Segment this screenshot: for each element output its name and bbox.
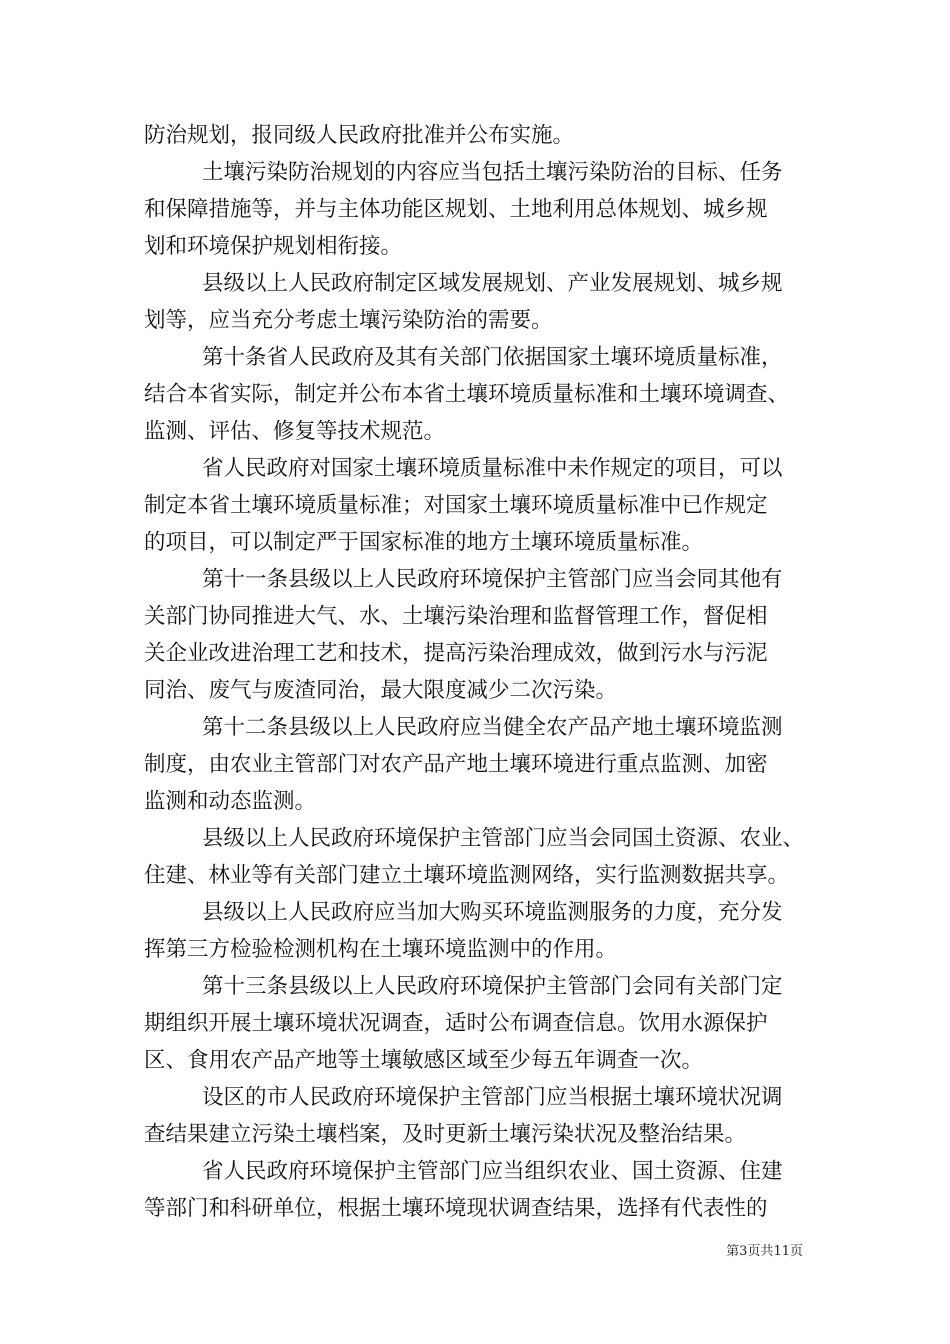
text-line: 监测、评估、修复等技术规范。 [144,419,446,444]
text-line: 结合本省实际，制定并公布本省土壤环境质量标准和土壤环境调查、 [144,382,790,407]
text-line: 防治规划，报同级人民政府批准并公布实施。 [144,123,575,148]
text-line: 的项目，可以制定严于国家标准的地方土壤环境质量标准。 [144,530,704,555]
text-line: 关企业改进治理工艺和技术，提高污染治理成效，做到污水与污泥 [144,641,768,666]
text-line: 县级以上人民政府制定区域发展规划、产业发展规划、城乡规 [202,271,783,296]
text-line: 制定本省土壤环境质量标准；对国家土壤环境质量标准中已作规定 [144,493,768,518]
text-line: 挥第三方检验检测机构在土壤环境监测中的作用。 [144,937,618,962]
text-line: 第十一条县级以上人民政府环境保护主管部门应当会同其他有 [202,567,783,592]
page-footer: 第3页共11页 [726,1244,803,1259]
text-line: 土壤污染防治规划的内容应当包括土壤污染防治的目标、任务 [202,160,783,185]
text-line: 关部门协同推进大气、水、土壤污染治理和监督管理工作，督促相 [144,604,768,629]
text-line: 住建、林业等有关部门建立土壤环境监测网络，实行监测数据共享。 [144,863,790,888]
text-line: 查结果建立污染土壤档案，及时更新土壤污染状况及整治结果。 [144,1122,747,1147]
text-line: 省人民政府对国家土壤环境质量标准中未作规定的项目，可以 [202,456,783,481]
text-line: 设区的市人民政府环境保护主管部门应当根据土壤环境状况调 [202,1085,783,1110]
text-line: 第十条省人民政府及其有关部门依据国家土壤环境质量标准， [202,345,783,370]
text-line: 县级以上人民政府应当加大购买环境监测服务的力度，充分发 [202,900,783,925]
text-line: 第十二条县级以上人民政府应当健全农产品产地土壤环境监测 [202,715,783,740]
text-line: 和保障措施等，并与主体功能区规划、土地利用总体规划、城乡规 [144,197,768,222]
text-line: 省人民政府环境保护主管部门应当组织农业、国土资源、住建 [202,1159,783,1184]
text-line: 县级以上人民政府环境保护主管部门应当会同国土资源、农业、 [202,826,805,851]
text-line: 划和环境保护规划相衔接。 [144,234,403,259]
text-line: 区、食用农产品产地等土壤敏感区域至少每五年调查一次。 [144,1048,704,1073]
text-line: 第十三条县级以上人民政府环境保护主管部门会同有关部门定 [202,974,783,999]
text-line: 划等，应当充分考虑土壤污染防治的需要。 [144,308,553,333]
text-line: 同治、废气与废渣同治，最大限度减少二次污染。 [144,678,618,703]
body-text [144,117,808,1227]
text-line: 期组织开展土壤环境状况调查，适时公布调查信息。饮用水源保护 [144,1011,768,1036]
text-line: 监测和动态监测。 [144,789,317,814]
text-line: 制度，由农业主管部门对农产品产地土壤环境进行重点监测、加密 [144,752,768,777]
text-line: 等部门和科研单位，根据土壤环境现状调查结果，选择有代表性的 [144,1196,768,1221]
